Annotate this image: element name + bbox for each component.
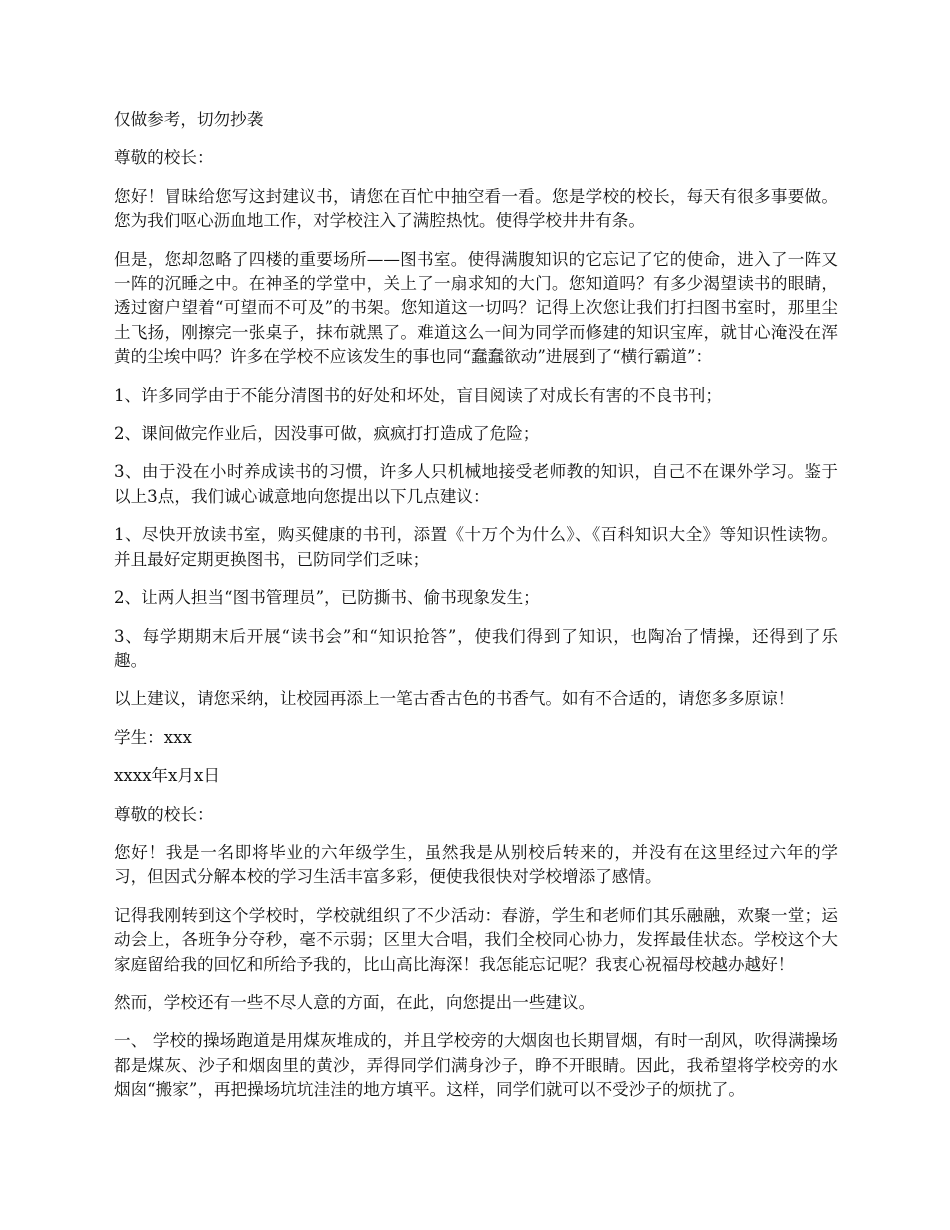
signature: 学生：xxx <box>114 727 192 747</box>
list-item: 一、 学校的操场跑道是用煤灰堆成的，并且学校旁的大烟囱也长期冒烟，有时一刮风，吹得满操场都是煤灰、沙子和烟囱里的黄沙，弄得同学们满身沙子，睁不开眼睛。因此，我希望将学校旁的水烟囱“搬家”，再把操场坑坑洼洼的地方填平。这样，同学们就可以不受沙子的烦扰了。 <box>114 1031 838 1100</box>
body-paragraph: 记得我刚转到这个学校时，学校就组织了不少活动：春游，学生和老师们其乐融融，欢聚一堂；运动会上，各班争分夺秒，毫不示弱；区里大合唱，我们全校同心协力，发挥最佳状态。学校这个大家庭留给我的回忆和所给予我的，比山高比海深！我怎能忘记呢？我衷心祝福母校越办越好！ <box>114 905 838 974</box>
body-paragraph: 然而，学校还有一些不尽人意的方面，在此，向您提出一些建议。 <box>114 992 596 1012</box>
list-item: 2、让两人担当“图书管理员”，已防撕书、偷书现象发生； <box>114 588 540 608</box>
list-item: 1、许多同学由于不能分清图书的好处和坏处，盲目阅读了对成长有害的不良书刊； <box>114 385 722 405</box>
list-item: 3、由于没在小时养成读书的习惯，许多人只机械地接受老师教的知识，自己不在课外学习。鉴于以上3点，我们诚心诚意地向您提出以下几点建议： <box>114 462 838 506</box>
body-paragraph: 您好！冒昧给您写这封建议书，请您在百忙中抽空看一看。您是学校的校长，每天有很多事要做。您为我们呕心沥血地工作，对学校注入了满腔热忱。使得学校井井有条。 <box>114 186 838 231</box>
list-item: 2、课间做完作业后，因没事可做，疯疯打打造成了危险； <box>114 424 540 444</box>
body-paragraph: 但是，您却忽略了四楼的重要场所——图书室。使得满腹知识的它忘记了它的使命，进入了一阵又一阵的沉睡之中。在神圣的学堂中，关上了一扇求知的大门。您知道吗？有多少渴望读书的眼睛，透过窗户望着“可望而不可及”的书架。您知道这一切吗？记得上次您让我们打扫图书室时，那里尘土飞扬，刚擦完一张桌子，抹布就黑了。难道这么一间为同学而修建的知识宝库，就甘心淹没在浑黄的尘埃中吗？许多在学校不应该发生的事也同“蠢蠢欲动”进展到了“横行霸道”： <box>114 249 838 367</box>
list-item: 3、每学期期末后开展“读书会”和“知识抢答”，使我们得到了知识，也陶冶了情操，还得到了乐趣。 <box>114 626 838 670</box>
salutation: 尊敬的校长： <box>114 804 214 824</box>
date-line: xxxx年x月x日 <box>114 766 220 786</box>
disclaimer-line: 仅做参考，切勿抄袭 <box>114 110 264 129</box>
list-item: 1、尽快开放读书室，购买健康的书刊，添置《十万个为什么》、《百科知识大全》等知识性读物。并且最好定期更换图书，已防同学们乏味； <box>114 525 838 569</box>
body-paragraph: 您好！我是一名即将毕业的六年级学生，虽然我是从别校后转来的，并没有在这里经过六年的学习，但因式分解本校的学习生活丰富多彩，便使我很快对学校增添了感情。 <box>114 842 838 887</box>
salutation: 尊敬的校长： <box>114 148 214 168</box>
document-body <box>114 108 838 1117</box>
body-paragraph: 以上建议，请您采纳，让校园再添上一笔古香古色的书香气。如有不合适的，请您多多原谅！ <box>114 689 795 709</box>
